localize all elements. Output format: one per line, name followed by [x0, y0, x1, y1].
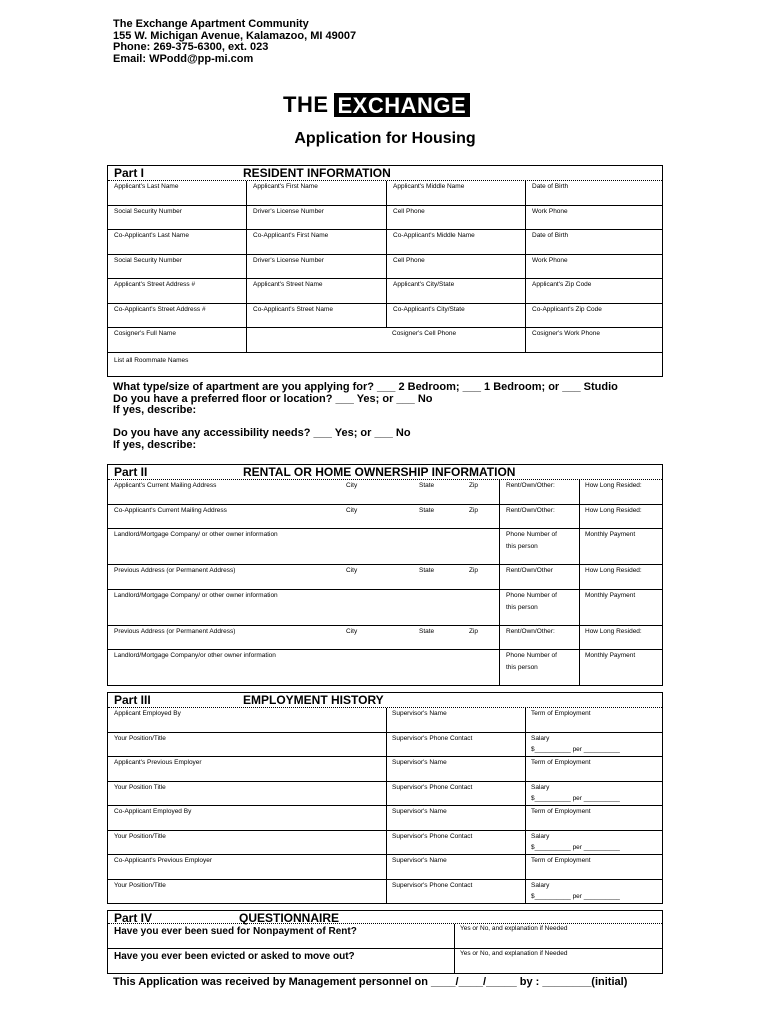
- form-field[interactable]: [579, 565, 663, 589]
- form-field[interactable]: [454, 949, 663, 973]
- form-field[interactable]: [525, 181, 663, 205]
- questionnaire-question: [108, 949, 454, 973]
- field-label: Social Security Number: [114, 207, 182, 215]
- field-label: Monthly Payment: [585, 531, 636, 538]
- employment-row: [108, 756, 662, 781]
- questionnaire-row: [108, 948, 662, 973]
- form-field[interactable]: [386, 181, 526, 205]
- field-label: Social Security Number: [114, 256, 182, 264]
- field-label: Cosigner's Full Name: [114, 330, 176, 337]
- field-label: Monthly Payment: [585, 591, 636, 599]
- field-label: Salary: [531, 783, 550, 791]
- rental-row: [108, 480, 662, 504]
- field-label: Applicant's Street Name: [253, 281, 323, 288]
- form-field[interactable]: [108, 626, 499, 650]
- field-label: How Long Resided:: [585, 627, 642, 635]
- field-label: Supervisor's Name: [392, 857, 447, 864]
- field-label: Zip: [469, 482, 479, 489]
- form-field[interactable]: [499, 529, 580, 564]
- form-field[interactable]: [499, 505, 580, 529]
- form-field[interactable]: [499, 480, 580, 504]
- form-field[interactable]: [108, 480, 499, 504]
- field-label: Your Position/Title: [114, 832, 166, 840]
- rental-row: [108, 528, 662, 564]
- field-label: Co-Applicant's Last Name: [114, 232, 189, 239]
- form-field[interactable]: [386, 279, 526, 303]
- form-field[interactable]: [579, 650, 663, 685]
- page-title: Application for Housing: [294, 130, 476, 147]
- form-field[interactable]: [386, 757, 526, 781]
- field-label: Salary: [531, 881, 550, 889]
- field-label: Previous Address (or Permanent Address): [114, 567, 236, 574]
- form-field[interactable]: [579, 529, 663, 564]
- question-preferred-floor[interactable]: Do you have a preferred floor or location? ___ Yes; or ___ No: [113, 392, 433, 405]
- field-label: Term of Employment: [531, 710, 591, 717]
- form-field[interactable]: [246, 206, 387, 230]
- questionnaire-row: [108, 924, 662, 948]
- company-phone: Phone: 269-375-6300, ext. 023: [113, 41, 269, 54]
- form-field[interactable]: [525, 831, 663, 855]
- field-label: Applicant's City/State: [393, 281, 455, 288]
- part2-header: [108, 465, 662, 480]
- form-field[interactable]: [246, 230, 387, 254]
- form-field[interactable]: [579, 590, 663, 625]
- field-label: Cosigner's Cell Phone: [392, 330, 457, 337]
- question-floor-describe[interactable]: If yes, describe:: [113, 404, 197, 417]
- field-label: this person: [506, 603, 538, 611]
- field-label: Previous Address (or Permanent Address): [114, 627, 236, 635]
- resident-row: [108, 254, 662, 279]
- form-field[interactable]: [386, 806, 526, 830]
- form-field[interactable]: [246, 304, 387, 328]
- form-field[interactable]: [246, 279, 387, 303]
- form-field[interactable]: [108, 708, 386, 732]
- form-field[interactable]: [108, 255, 246, 279]
- employment-row: [108, 781, 662, 806]
- field-label: Rent/Own/Other:: [506, 482, 555, 489]
- part1-heading: RESIDENT INFORMATION: [243, 166, 391, 180]
- form-field[interactable]: [108, 529, 499, 564]
- part3-header: [108, 693, 662, 708]
- field-label: State: [419, 482, 435, 489]
- field-label: Applicant's Current Mailing Address: [114, 482, 217, 489]
- company-name: The Exchange Apartment Community: [113, 18, 309, 30]
- resident-row: [108, 278, 662, 303]
- field-label: City: [346, 482, 358, 489]
- field-label: Cell Phone: [393, 256, 425, 264]
- field-label: Co-Applicant's Middle Name: [393, 232, 475, 239]
- field-label: Term of Employment: [531, 759, 591, 766]
- rental-row: [108, 564, 662, 589]
- form-field[interactable]: [525, 255, 663, 279]
- form-field[interactable]: [386, 831, 526, 855]
- form-field[interactable]: [108, 565, 499, 589]
- form-field[interactable]: [108, 206, 246, 230]
- form-field[interactable]: [386, 328, 525, 352]
- field-label: Co-Applicant's Street Name: [253, 305, 333, 313]
- field-label: Your Position Title: [114, 783, 166, 791]
- form-field[interactable]: [525, 279, 663, 303]
- form-field[interactable]: [386, 733, 526, 757]
- resident-row: [108, 229, 662, 254]
- part3-heading: EMPLOYMENT HISTORY: [243, 693, 384, 707]
- form-field[interactable]: [525, 206, 663, 230]
- field-label: Cell Phone: [393, 207, 425, 215]
- employment-row: [108, 854, 662, 879]
- field-label: Applicant Employed By: [114, 710, 181, 717]
- field-label: Applicant's Zip Code: [532, 281, 592, 288]
- field-label: City: [346, 627, 358, 635]
- field-label: Work Phone: [532, 256, 568, 264]
- form-field[interactable]: [525, 880, 663, 904]
- form-field[interactable]: [108, 353, 662, 377]
- question-text: Have you ever been sued for Nonpayment of Rent?: [114, 926, 357, 937]
- form-field[interactable]: [386, 880, 526, 904]
- resident-row: [108, 352, 662, 377]
- field-label: Driver's License Number: [253, 256, 324, 264]
- form-field[interactable]: [108, 650, 499, 685]
- field-label: Co-Applicant's Previous Employer: [114, 857, 213, 864]
- field-label: Salary: [531, 734, 550, 742]
- form-field[interactable]: [108, 733, 386, 757]
- company-email: Email: WPodd@pp-mi.com: [113, 53, 254, 66]
- field-label: Supervisor's Name: [392, 808, 447, 815]
- field-label: City: [346, 567, 358, 574]
- field-label: Zip: [469, 627, 479, 635]
- employment-row: [108, 830, 662, 855]
- field-label: Zip: [469, 567, 479, 574]
- rental-row: [108, 649, 662, 685]
- form-field[interactable]: [386, 708, 526, 732]
- field-label: How Long Resided:: [585, 482, 642, 489]
- form-field[interactable]: [108, 181, 246, 205]
- field-label: Applicant's First Name: [253, 183, 318, 190]
- form-field[interactable]: [246, 255, 387, 279]
- field-label: Driver's License Number: [253, 207, 324, 215]
- form-field[interactable]: [386, 304, 526, 328]
- company-header: [113, 19, 356, 66]
- logo-exchange: EXCHANGE: [334, 93, 471, 117]
- field-label: $__________ per __________: [531, 745, 620, 753]
- form-field[interactable]: [108, 855, 386, 879]
- field-label: Co-Applicant's Zip Code: [532, 305, 602, 313]
- company-address: 155 W. Michigan Avenue, Kalamazoo, MI 49007: [113, 29, 357, 42]
- field-label: Landlord/Mortgage Company/ or other owner information: [114, 531, 278, 538]
- field-label: Rent/Own/Other:: [506, 627, 555, 635]
- part1-label: Part I: [114, 166, 145, 180]
- field-label: Co-Applicant's Current Mailing Address: [114, 506, 227, 514]
- field-label: Rent/Own/Other:: [506, 506, 555, 514]
- field-label: Term of Employment: [531, 808, 591, 815]
- form-field[interactable]: [246, 181, 387, 205]
- field-label: Phone Number of: [506, 652, 557, 659]
- field-label: State: [419, 506, 435, 514]
- employment-row: [108, 732, 662, 757]
- field-label: $__________ per __________: [531, 794, 620, 802]
- field-label: this person: [506, 543, 538, 550]
- form-field[interactable]: [499, 590, 580, 625]
- field-label: Monthly Payment: [585, 652, 636, 659]
- field-label: Phone Number of: [506, 531, 557, 538]
- form-field[interactable]: [108, 304, 246, 328]
- logo-the: THE: [283, 92, 329, 117]
- field-label: Supervisor's Name: [392, 710, 447, 717]
- part4-header: [108, 911, 662, 924]
- part3-label: Part III: [114, 693, 151, 707]
- form-field[interactable]: [108, 782, 386, 806]
- field-label: State: [419, 567, 435, 574]
- employment-row: [108, 805, 662, 830]
- resident-row: [108, 327, 662, 352]
- form-field[interactable]: [525, 733, 663, 757]
- field-label: Zip: [469, 506, 479, 514]
- form-field[interactable]: [386, 206, 526, 230]
- part1-header: [108, 166, 662, 181]
- form-field[interactable]: [579, 480, 663, 504]
- field-label: Co-Applicant Employed By: [114, 808, 192, 815]
- form-field[interactable]: [246, 328, 387, 352]
- part2-label: Part II: [114, 465, 148, 479]
- form-field[interactable]: [108, 831, 386, 855]
- part4-heading: QUESTIONNAIRE: [239, 911, 340, 925]
- received-by-line[interactable]: This Application was received by Management personnel on ____/____/_____ by : ________(initial): [113, 976, 628, 988]
- form-field[interactable]: [525, 806, 663, 830]
- form-field[interactable]: [386, 255, 526, 279]
- field-label: State: [419, 627, 435, 635]
- field-label: Co-Applicant's City/State: [393, 305, 465, 313]
- form-field[interactable]: [525, 328, 663, 352]
- apartment-questions: [113, 382, 618, 452]
- form-field[interactable]: [108, 806, 386, 830]
- form-field[interactable]: [525, 304, 663, 328]
- field-label: $__________ per __________: [531, 892, 620, 900]
- field-label: Applicant's Last Name: [114, 183, 179, 190]
- form-field[interactable]: [108, 505, 499, 529]
- field-label: Your Position/Title: [114, 881, 166, 889]
- form-field[interactable]: [525, 230, 663, 254]
- field-label: How Long Resided:: [585, 506, 642, 514]
- form-field[interactable]: [525, 708, 663, 732]
- field-label: Your Position/Title: [114, 734, 166, 742]
- part1-section: [107, 165, 663, 377]
- form-field[interactable]: [108, 328, 246, 352]
- form-field[interactable]: [525, 782, 663, 806]
- form-field[interactable]: [108, 880, 386, 904]
- form-field[interactable]: [108, 590, 499, 625]
- field-label: Supervisor's Phone Contact: [392, 734, 473, 742]
- field-label: Cosigner's Work Phone: [532, 330, 600, 337]
- rental-row: [108, 625, 662, 650]
- field-label: Applicant's Street Address #: [114, 281, 196, 288]
- resident-row: [108, 303, 662, 328]
- field-label: Yes or No, and explanation if Needed: [460, 925, 568, 932]
- form-field[interactable]: [579, 505, 663, 529]
- form-field[interactable]: [386, 782, 526, 806]
- form-field[interactable]: [499, 565, 580, 589]
- field-label: Applicant's Previous Employer: [114, 759, 202, 766]
- field-label: Supervisor's Phone Contact: [392, 881, 473, 889]
- employment-row: [108, 879, 662, 904]
- form-field[interactable]: [579, 626, 663, 650]
- part3-section: [107, 692, 663, 904]
- field-label: Supervisor's Name: [392, 759, 447, 766]
- field-label: Landlord/Mortgage Company/or other owner information: [114, 652, 276, 659]
- field-label: Co-Applicant's Street Address #: [114, 305, 206, 313]
- part2-heading: RENTAL OR HOME OWNERSHIP INFORMATION: [243, 465, 516, 479]
- field-label: Yes or No, and explanation if Needed: [460, 950, 568, 957]
- form-field[interactable]: [499, 626, 580, 650]
- form-field[interactable]: [108, 757, 386, 781]
- part2-section: [107, 464, 663, 686]
- question-accessibility-describe[interactable]: If yes, describe:: [113, 438, 197, 451]
- form-field[interactable]: [108, 230, 246, 254]
- form-field[interactable]: [525, 757, 663, 781]
- field-label: Date of Birth: [532, 183, 569, 190]
- part4-section: [107, 910, 663, 974]
- field-label: Landlord/Mortgage Company/ or other owner information: [114, 591, 278, 599]
- part4-label: Part IV: [114, 911, 153, 925]
- field-label: Rent/Own/Other: [506, 567, 553, 574]
- form-field[interactable]: [499, 650, 580, 685]
- field-label: $__________ per __________: [531, 843, 620, 851]
- rental-row: [108, 504, 662, 529]
- resident-row: [108, 181, 662, 205]
- field-label: Work Phone: [532, 207, 568, 215]
- rental-row: [108, 589, 662, 625]
- logo: [283, 93, 470, 117]
- field-label: Salary: [531, 832, 550, 840]
- form-field[interactable]: [525, 855, 663, 879]
- question-text: Have you ever been evicted or asked to move out?: [114, 951, 355, 962]
- question-accessibility[interactable]: Do you have any accessibility needs? ___ Yes; or ___ No: [113, 427, 411, 440]
- form-field[interactable]: [108, 279, 246, 303]
- field-label: Term of Employment: [531, 857, 591, 864]
- form-field[interactable]: [454, 924, 663, 948]
- field-label: List all Roommate Names: [114, 356, 189, 364]
- field-label: Supervisor's Phone Contact: [392, 832, 473, 840]
- question-apartment-size[interactable]: What type/size of apartment are you applying for? ___ 2 Bedroom; ___ 1 Bedroom; or ___ Studio: [113, 381, 618, 393]
- resident-row: [108, 205, 662, 230]
- employment-row: [108, 708, 662, 732]
- form-field[interactable]: [386, 855, 526, 879]
- field-label: Phone Number of: [506, 591, 557, 599]
- field-label: Date of Birth: [532, 232, 569, 239]
- field-label: Co-Applicant's First Name: [253, 232, 329, 239]
- field-label: Applicant's Middle Name: [393, 183, 465, 190]
- field-label: City: [346, 506, 358, 514]
- field-label: this person: [506, 664, 538, 671]
- field-label: How Long Resided:: [585, 567, 642, 574]
- field-label: Supervisor's Phone Contact: [392, 783, 473, 791]
- questionnaire-question: [108, 924, 454, 948]
- form-field[interactable]: [386, 230, 526, 254]
